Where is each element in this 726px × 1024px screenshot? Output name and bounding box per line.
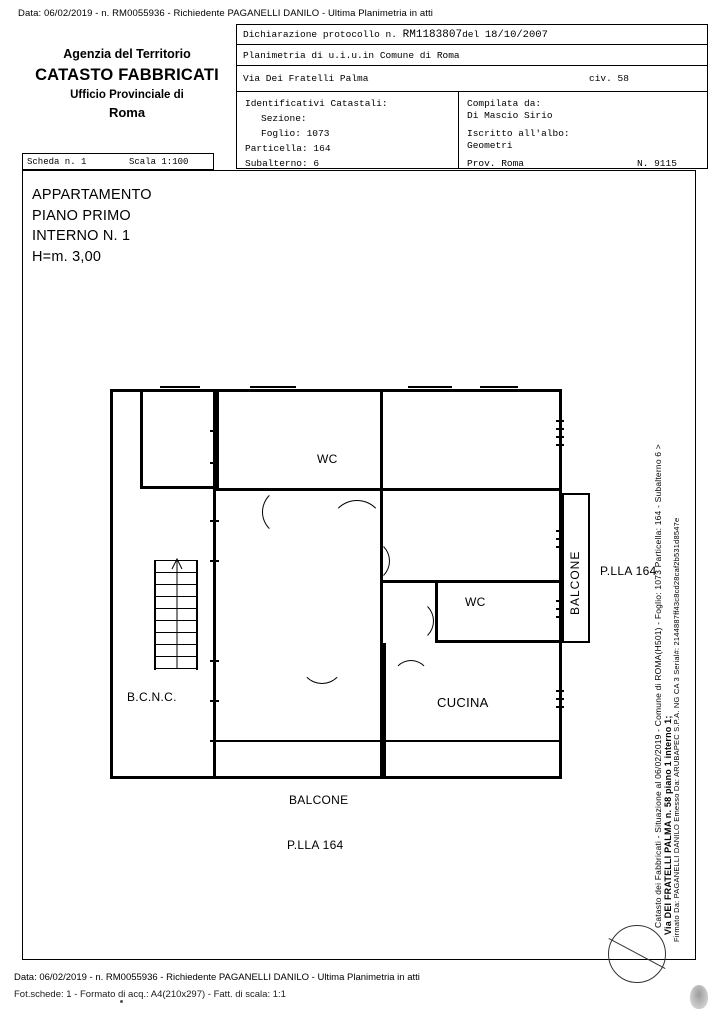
stair-rail-left [154,560,156,670]
dichiarazione-del: del [462,29,480,40]
window-bottom-1 [240,777,292,779]
info-row-planimetria [237,45,707,66]
window-right-2a [556,530,564,532]
agency-line-3: Ufficio Provinciale di [70,89,184,102]
agency-line-2: CATASTO FABBRICATI [35,65,219,84]
info-table [236,24,708,169]
dichiarazione-data: 18/10/2007 [484,29,548,41]
wall-balcone-right-outer [588,493,590,643]
foglio-value: Foglio: 1073 [261,128,330,139]
bottom-metadata-line: Data: 06/02/2019 - n. RM0055936 - Richiedente PAGANELLI DANILO - Ultima Planimetria in atti [14,972,420,983]
window-right-1b [556,428,564,430]
tick-left-7 [210,740,219,742]
side-caption-small: Catasto dei Fabbricati - Situazione al 06/02/2019 - Comune di ROMA(H501) - Foglio: 1073 Particella: 164 - Subalterno 6 > [653,444,663,928]
prov-label: Prov. Roma [467,158,525,169]
agency-line-4: Roma [108,105,146,121]
info-row-dichiarazione [237,25,707,45]
particella-value: Particella: 164 [245,143,331,154]
room-label-cucina: CUCINA [437,695,489,710]
wall-balcone-divider [216,740,562,742]
room-label-balcone-right: BALCONE [568,550,582,615]
planimetria-text: Planimetria di u.i.u.in Comune di Roma [243,50,460,61]
wall-balcone-right-top [562,493,590,495]
window-right-3c [556,616,564,618]
window-right-1a [556,420,564,422]
scheda-numero: Scheda n. 1 [27,157,87,167]
compilata-label: Compilata da: [467,98,542,109]
wall-balcone-right-inner [562,493,564,641]
plan-title-line-3: INTERNO N. 1 [32,228,131,245]
window-top-3 [408,386,452,388]
bottom-format-line: Fot.schede: 1 - Formato di acq.: A4(210x297) - Fatt. di scala: 1:1 [14,989,286,1000]
wall-top-outer [110,389,562,392]
window-right-3b [556,608,564,610]
info-row-indirizzo [237,66,707,92]
side-caption-signature: Firmato Da: PAGANELLI DANILO Emesso Da: ARUBAPEC S.P.A. NG CA 3 Serial#: 2144887ff43c8cd28caf2b531d8547e [672,517,681,942]
tick-left-5 [210,660,219,662]
stair-rail-right [196,560,198,670]
via-text: Via Dei Fratelli Palma [243,73,369,84]
plan-title-line-1: APPARTAMENTO [32,187,152,203]
iscritto-label: Iscritto all'albo: [467,128,570,139]
wall-horizontal-wc-top [383,488,562,491]
tick-left-3 [210,520,219,522]
info-row-identificativi [237,92,707,168]
door-arc-4 [392,600,434,642]
scheda-bar [22,153,214,170]
window-bottom-3 [430,777,482,779]
room-label-wc-bottom: WC [465,595,486,609]
door-arc-1 [262,488,310,536]
window-top-4 [480,386,518,388]
window-right-1c [556,436,564,438]
window-right-1d [556,444,564,446]
agency-line-1: Agenzia del Territorio [63,47,191,61]
window-right-3a [556,600,564,602]
wall-vertical-cucina-left [383,643,386,779]
wall-vertical-small-room [140,389,143,488]
parcel-label-bottom: P.LLA 164 [287,838,344,852]
wall-inner-left-small [216,389,219,488]
door-arc-3 [348,540,390,582]
plan-title-line-4: H=m. 3,00 [32,248,102,265]
window-right-4b [556,698,564,700]
plan-title [32,185,152,267]
parcel-label-right: P.LLA 164 [600,564,657,578]
numero-label: N. 9115 [637,158,677,169]
wall-vertical-wc-bottom-left [435,580,438,642]
iscritto-value: Geometri [467,140,513,151]
civico-text: civ. 58 [589,73,629,84]
door-arc-5 [392,660,430,698]
window-right-4c [556,706,564,708]
wall-horizontal-midright [383,580,562,583]
scheda-scala: Scala 1:100 [129,157,189,167]
window-right-2b [556,538,564,540]
tick-left-1 [210,430,219,432]
compilata-nome: Di Mascio Sirio [467,110,553,121]
window-top-1 [160,386,200,388]
signature-stamp [608,925,666,983]
window-bottom-2 [330,777,382,779]
dichiarazione-code: RM1183807 [402,29,463,41]
wall-horizontal-small-room [140,486,216,489]
wall-left-outer [110,389,113,779]
identificativi-cell [237,92,459,168]
tick-left-2 [210,462,219,464]
room-label-balcone-bottom: BALCONE [289,793,349,807]
room-label-bcnc: B.C.N.C. [127,690,177,704]
side-caption-bold: Via DEI FRATELLI PALMA n. 58 piano 1 interno 1; [663,715,673,935]
scan-dot [120,1000,123,1003]
window-top-2 [250,386,296,388]
tick-left-6 [210,700,219,702]
door-arc-6 [300,640,344,684]
top-metadata-line: Data: 06/02/2019 - n. RM0055936 - Richiedente PAGANELLI DANILO - Ultima Planimetria in atti [18,8,433,19]
plan-title-line-2: PIANO PRIMO [32,207,131,224]
room-label-wc-top: WC [317,452,338,466]
compilata-cell [459,92,707,168]
agency-block [22,46,232,122]
subalterno-value: Subalterno: 6 [245,158,320,169]
window-right-2c [556,546,564,548]
sezione-label: Sezione: [261,113,307,124]
tick-left-4 [210,560,219,562]
wall-horizontal-wc-bottom [435,640,562,643]
window-right-4a [556,690,564,692]
identificativi-label: Identificativi Catastali: [245,98,388,109]
scan-artifact [690,985,708,1009]
dichiarazione-label: Dichiarazione protocollo n. [243,29,397,40]
wall-balcone-right-bottom [562,641,590,643]
